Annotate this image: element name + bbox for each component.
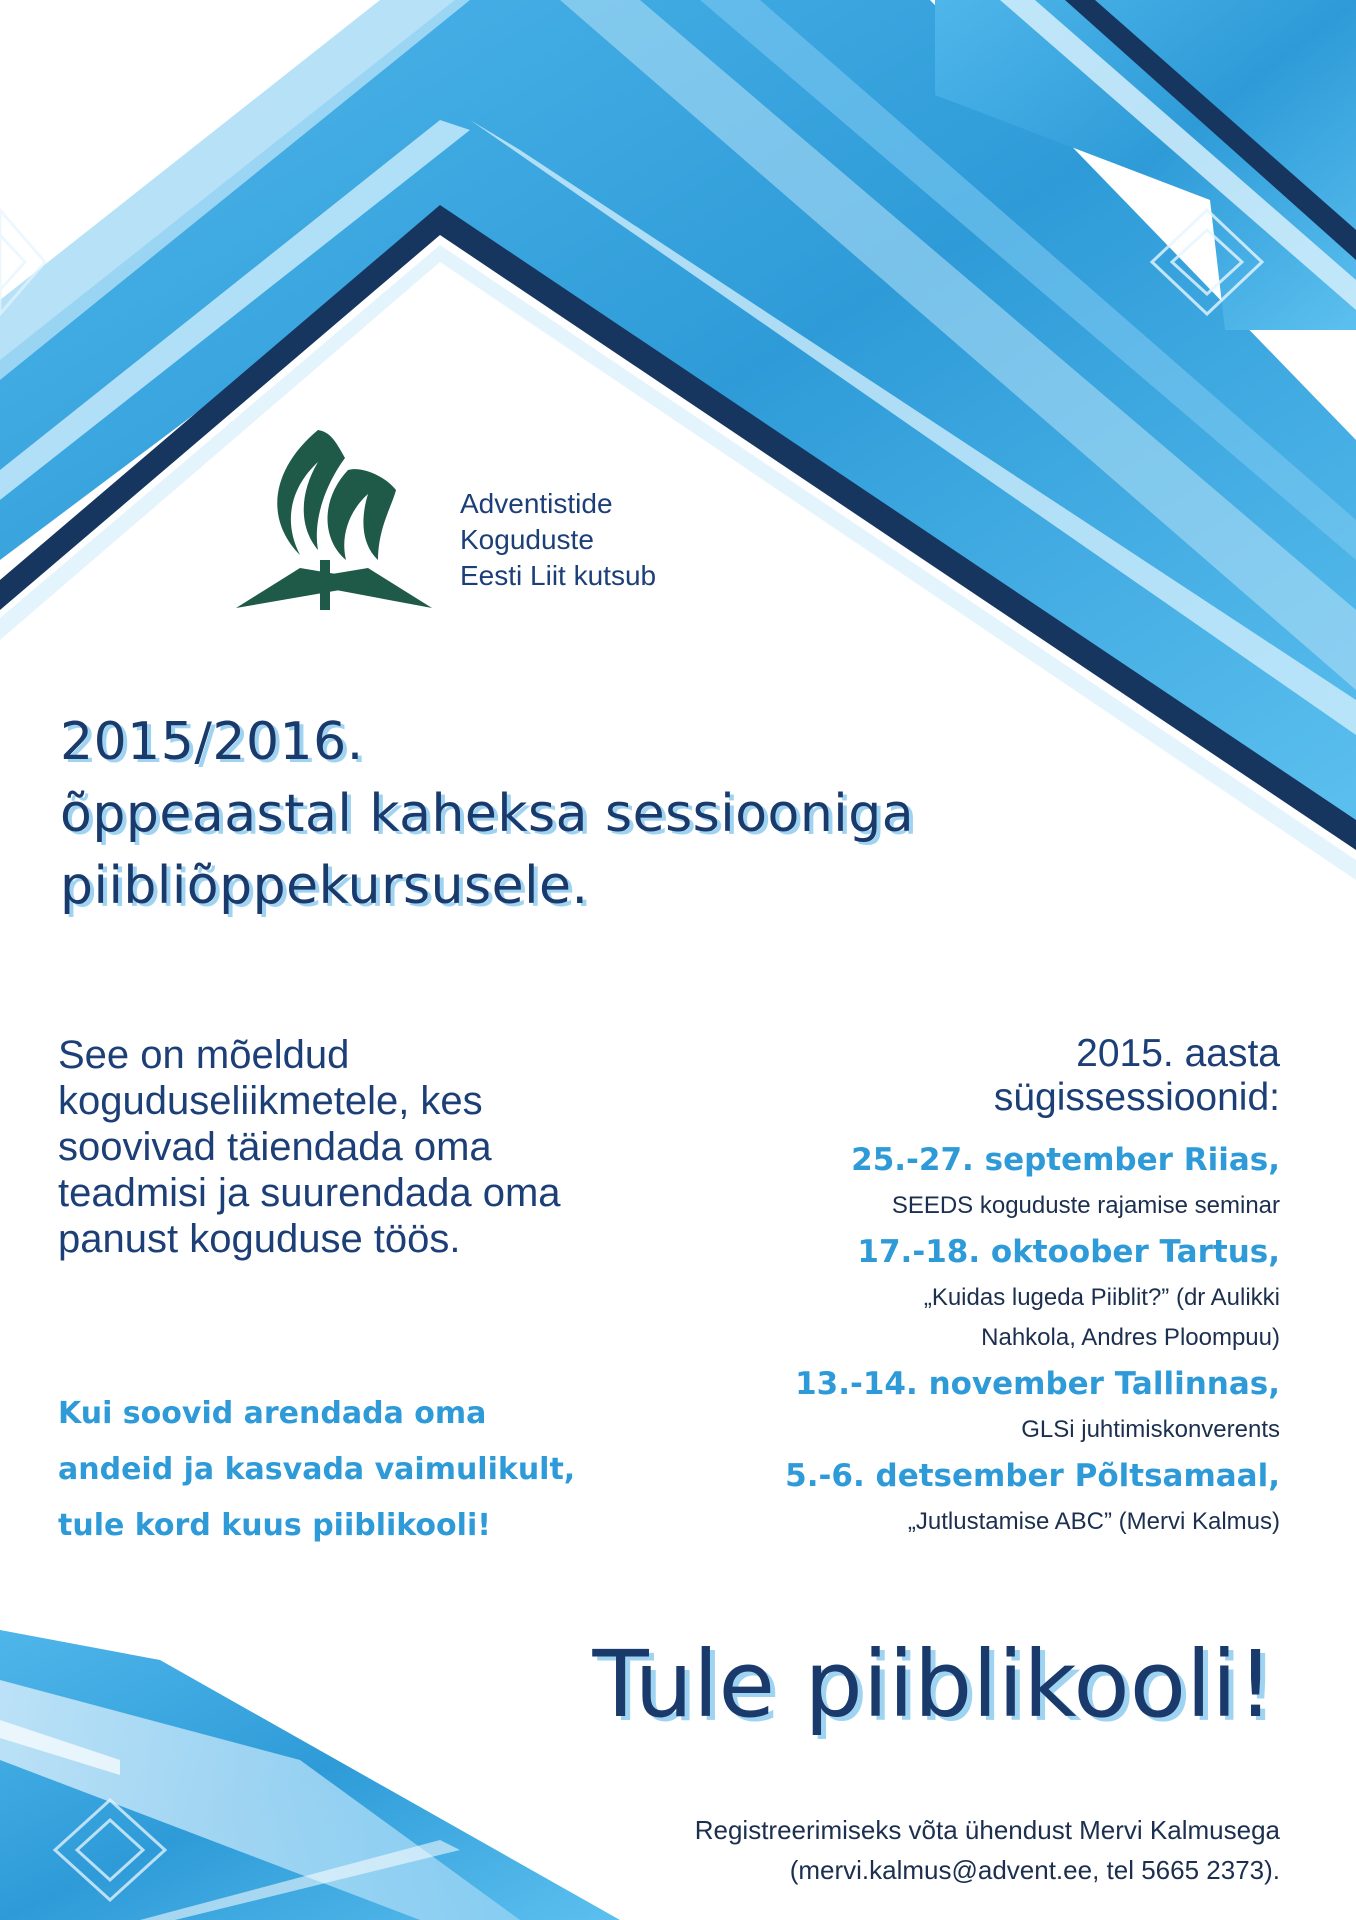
- sessions-heading: [660, 1032, 1280, 1120]
- sessions-block: [660, 1032, 1280, 1542]
- session-description: Nahkola, Andres Ploompuu): [981, 1324, 1280, 1351]
- session-date: 13.-14. november Tallinnas,: [795, 1366, 1280, 1402]
- contact-info: [695, 1810, 1280, 1890]
- sessions-list: [660, 1134, 1280, 1542]
- session-date: 17.-18. oktoober Tartus,: [857, 1234, 1280, 1270]
- logo-text: [460, 486, 780, 594]
- session-description: „Kuidas lugeda Piiblit?” (dr Aulikki: [923, 1284, 1280, 1311]
- invite-line: andeid ja kasvada vaimulikult,: [58, 1452, 576, 1487]
- intro-line: panust koguduse töös.: [58, 1217, 461, 1261]
- intro-line: koguduseliikmetele, kes: [58, 1079, 483, 1123]
- logo-line: Adventistide: [460, 488, 613, 519]
- session-date: 25.-27. september Riias,: [851, 1142, 1280, 1178]
- logo-line: Koguduste: [460, 524, 594, 555]
- heading-line: 2015/2016.: [60, 712, 364, 772]
- invite-line: Kui soovid arendada oma: [58, 1396, 487, 1431]
- intro-line: soovivad täiendada oma: [58, 1125, 492, 1169]
- session-description: GLSi juhtimiskonverents: [1021, 1416, 1280, 1443]
- heading-line: piibliõppekursusele.: [60, 856, 589, 916]
- intro-line: teadmisi ja suurendada oma: [58, 1171, 561, 1215]
- session-description: SEEDS koguduste rajamise seminar: [891, 1192, 1280, 1219]
- invite-line: tule kord kuus piiblikooli!: [58, 1508, 491, 1543]
- heading-line: õppeaastal kaheksa sessiooniga: [60, 784, 915, 844]
- contact-line: (mervi.kalmus@advent.ee, tel 5665 2373).: [789, 1855, 1280, 1885]
- logo-line: Eesti Liit kutsub: [460, 560, 657, 591]
- sessions-heading-line: sügissessioonid:: [993, 1076, 1280, 1119]
- invite-text: [58, 1386, 758, 1554]
- session-date: 5.-6. detsember Põltsamaal,: [785, 1458, 1280, 1494]
- adventist-flame-bible-icon: [236, 430, 432, 610]
- intro-line: See on mõeldud: [58, 1033, 350, 1077]
- sessions-heading-line: 2015. aasta: [1076, 1032, 1280, 1075]
- call-to-action-title: Tule piiblikooli!: [592, 1631, 1274, 1738]
- session-description: „Jutlustamise ABC” (Mervi Kalmus): [907, 1508, 1280, 1535]
- main-heading: [60, 706, 1160, 922]
- contact-line: Registreerimiseks võta ühendust Mervi Kalmusega: [694, 1815, 1280, 1845]
